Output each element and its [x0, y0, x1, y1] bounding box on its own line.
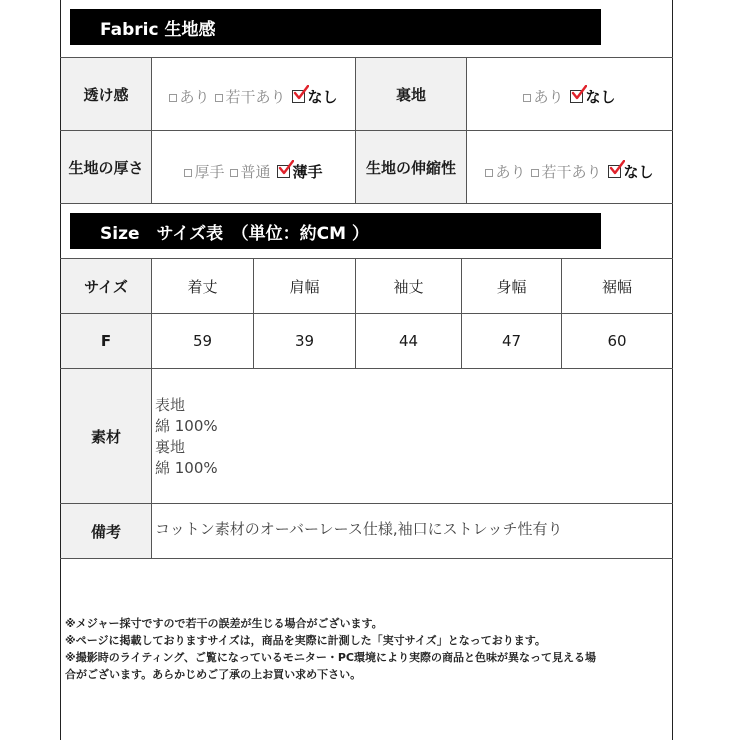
- size-header-hem-width: 裾幅: [601, 277, 632, 296]
- option-checked: [277, 161, 323, 182]
- option-checked: [292, 86, 338, 107]
- option-unchecked: [523, 86, 563, 107]
- transparency-options: [152, 58, 355, 130]
- size-header-size: サイズ: [61, 259, 151, 313]
- option-unchecked: [169, 86, 209, 107]
- size-value-shoulder: 39: [294, 332, 315, 350]
- size-value-length: 59: [192, 332, 213, 350]
- checkmark-icon: [292, 88, 307, 103]
- checkbox-empty-icon: [485, 169, 493, 177]
- option-label: なし: [623, 162, 654, 181]
- option-label: なし: [307, 87, 338, 106]
- option-label: 厚手: [194, 162, 225, 181]
- stretch-options: [467, 131, 672, 203]
- option-label: なし: [585, 87, 616, 106]
- size-header-length: 着丈: [187, 277, 218, 296]
- checkbox-empty-icon: [184, 169, 192, 177]
- fabric-label-lining: 裏地: [356, 58, 466, 130]
- option-label: 若干あり: [541, 162, 602, 181]
- option-label: 普通: [240, 162, 271, 181]
- note-line-1: ※メジャー採寸ですので若干の誤差が生じる場合がございます。: [65, 617, 383, 630]
- fabric-label-stretch: 生地の伸縮性: [356, 131, 466, 203]
- remarks-label: 備考: [61, 504, 151, 558]
- option-label: あり: [533, 87, 564, 106]
- checkbox-empty-icon: [531, 169, 539, 177]
- option-label: 若干あり: [225, 87, 286, 106]
- checkbox-empty-icon: [169, 94, 177, 102]
- note-line-4: 合がございます。あらかじめご了承の上お買い求め下さい。: [65, 668, 362, 681]
- note-line-2: ※ページに掲載しておりますサイズは，商品を実際に計測した「実寸サイズ」となっております。: [65, 634, 546, 647]
- fabric-banner-title: Fabric 生地感: [100, 19, 216, 40]
- option-label: 薄手: [292, 162, 323, 181]
- material-label: 素材: [61, 369, 151, 503]
- material-text: 表地 綿 100% 裏地 綿 100%: [155, 396, 218, 477]
- lining-options: [467, 58, 672, 130]
- option-unchecked: [215, 86, 285, 107]
- size-value-hem-width: 60: [607, 332, 627, 350]
- option-unchecked: [184, 161, 224, 182]
- option-unchecked: [485, 161, 525, 182]
- size-value-sleeve: 44: [398, 332, 419, 350]
- option-unchecked: [230, 161, 270, 182]
- fabric-banner: [70, 9, 601, 45]
- size-banner-title: Size サイズ表 （単位：約CM ）: [100, 223, 369, 244]
- fabric-label-transparency: 透け感: [61, 58, 151, 130]
- checkbox-empty-icon: [215, 94, 223, 102]
- size-header-sleeve: 袖丈: [393, 277, 424, 296]
- fabric-label-thickness: 生地の厚さ: [61, 131, 151, 203]
- checkmark-icon: [570, 88, 585, 103]
- size-header-body-width: 身幅: [496, 277, 527, 296]
- option-checked: [570, 86, 616, 107]
- remarks-text: コットン素材のオーバーレース仕様,袖口にストレッチ性有り: [155, 520, 563, 538]
- checkmark-icon: [608, 163, 623, 178]
- size-header-shoulder: 肩幅: [289, 277, 320, 296]
- size-value-size: F: [61, 314, 151, 368]
- checkbox-empty-icon: [230, 169, 238, 177]
- option-unchecked: [531, 161, 601, 182]
- checkbox-empty-icon: [523, 94, 531, 102]
- thickness-options: [152, 131, 355, 203]
- note-line-3: ※撮影時のライティング、ご覧になっているモニター・PC環境により実際の商品と色味が異なって見える場: [65, 651, 596, 664]
- checkmark-icon: [277, 163, 292, 178]
- option-checked: [608, 161, 654, 182]
- option-label: あり: [179, 87, 210, 106]
- option-label: あり: [495, 162, 526, 181]
- size-value-body-width: 47: [501, 332, 522, 350]
- size-banner: [70, 213, 601, 249]
